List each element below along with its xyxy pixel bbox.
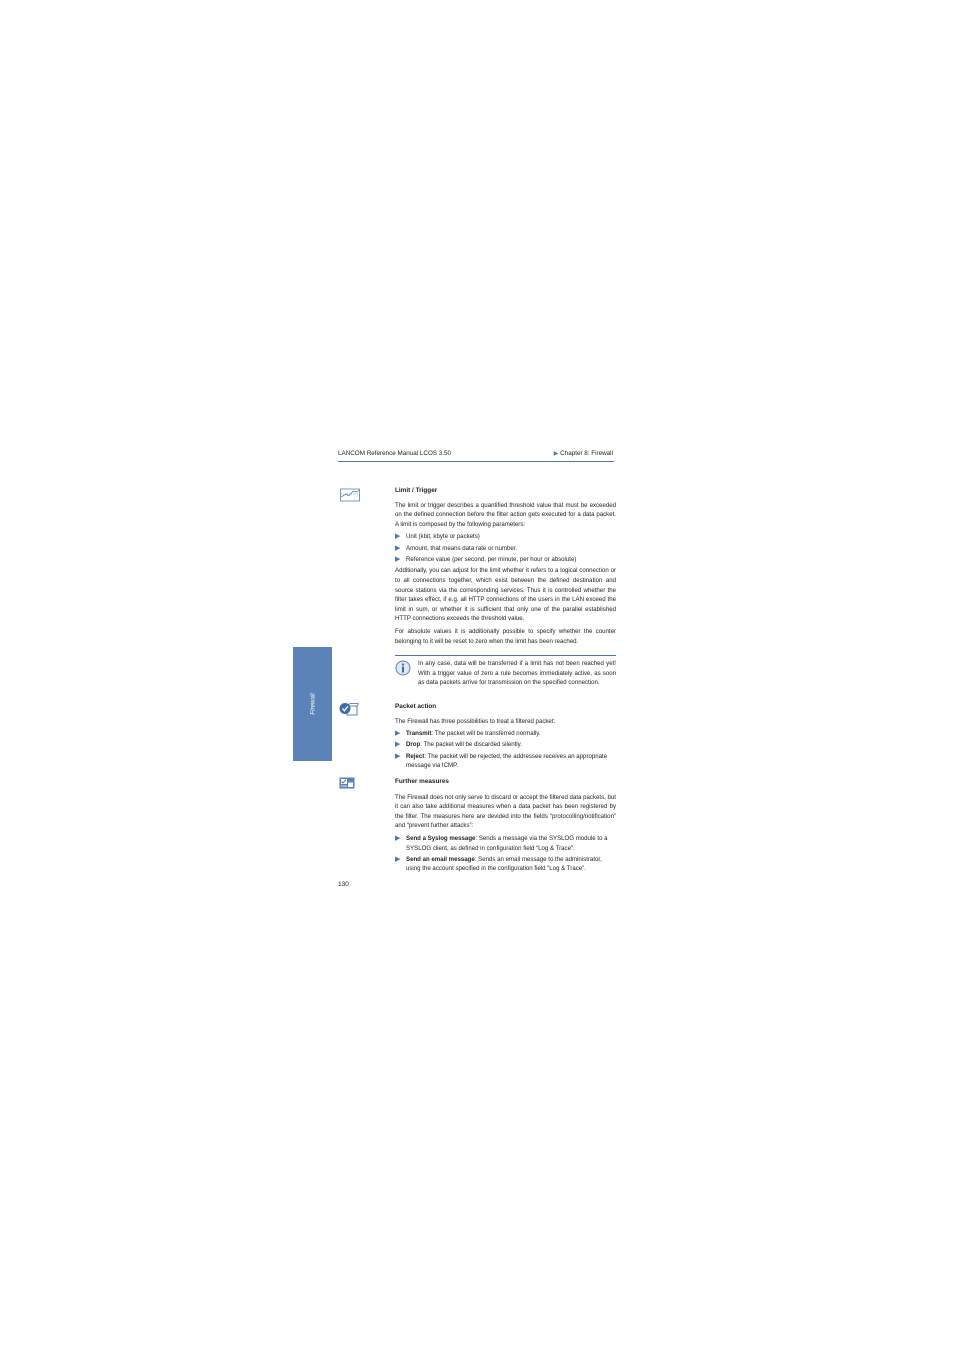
header-chapter-label: Chapter 8: Firewall [560, 450, 613, 457]
packet-action-icon [339, 702, 359, 717]
bullet-triangle-icon: ▶ [395, 730, 401, 738]
triangle-icon: ▶ [553, 451, 559, 457]
list-item: ▶ Reject: The packet will be rejected, the addressee receives an appropriate message via ICMP. [395, 752, 608, 770]
info-note [395, 655, 616, 688]
side-tab-label: Firewall [309, 693, 316, 715]
limit-paragraph-1: The limit or trigger describes a quantified threshold value that must be exceeded on the defined connection before the filter action gets executed for a data packet. A limit is composed by the following parameters: [395, 501, 616, 528]
list-item: ▶ Amount, that means data rate or number. [395, 544, 518, 552]
header-manual-title: LANCOM Reference Manual LCOS 3.50 [338, 450, 452, 457]
packet-action-intro: The Firewall has three possibilities to treat a filtered packet: [395, 717, 556, 725]
packet-action-section [395, 702, 616, 773]
limit-heading: Limit / Trigger [395, 487, 438, 494]
bullet-triangle-icon: ▶ [395, 834, 401, 842]
page-number: 130 [338, 881, 349, 888]
list-item: ▶ Reference value (per second, per minute, per hour or absolute) [395, 555, 577, 563]
bullet-triangle-icon: ▶ [395, 855, 401, 863]
limit-paragraph-2: Additionally, you can adjust for the limit whether it refers to a logical connection or to all connections together, which exist between the defined destination and source stations via the corresponding services. Thus it is controlled whether the filter takes effect, if e.g. all HTTP connections of the users in the LAN exceed the limit in sum, or whether it is sufficient that only one of the parallel established HTTP connections exceeds the threshold value. [395, 567, 616, 623]
packet-action-list [395, 729, 616, 771]
bullet-triangle-icon: ▶ [395, 544, 401, 552]
limit-list [395, 532, 616, 564]
note-text: In any case, data will be transferred if a limit has not been reached yet! With a trigger value of zero a rule becomes immediately active, as soon as data packets arrive for transmission on the specified connection. [418, 660, 616, 687]
packet-action-heading: Packet action [395, 703, 437, 710]
page-header [338, 449, 614, 462]
measures-icon [339, 777, 355, 789]
header-chapter [554, 450, 613, 457]
limit-section [395, 486, 616, 649]
list-item: ▶ Transmit: The packet will be transferred normally. [395, 730, 541, 738]
bullet-triangle-icon: ▶ [395, 752, 401, 760]
list-item: ▶ Send a Syslog message: Sends a message via the SYSLOG module to a SYSLOG client, as defined in configuration field “Log & Trace”. [395, 834, 608, 852]
bullet-triangle-icon: ▶ [395, 741, 401, 749]
list-item: ▶ Drop: The packet will be discarded silently. [395, 741, 522, 749]
list-item: ▶ Send an email message: Sends an email message to the administrator, using the account specified in the configuration field “Log & Trace”. [395, 855, 602, 873]
limit-paragraph-3: For absolute values it is additionally possible to specify whether the counter belonging to it will be reset to zero when the limit has been reached. [395, 627, 616, 645]
further-measures-heading: Further measures [395, 778, 449, 785]
further-measures-section [395, 777, 616, 876]
further-measures-intro: The Firewall does not only serve to discard or accept the filtered data packets, but it can also take additional measures when a data packet has been registered by the filter. The measures here are devided into the fields “protocolling/notification” and “prevent further attacks”: [395, 793, 616, 830]
further-measures-list [395, 834, 616, 874]
chapter-side-tab [293, 647, 332, 761]
info-icon [395, 660, 411, 676]
limit-graph-icon [340, 488, 360, 502]
bullet-triangle-icon: ▶ [395, 555, 401, 563]
bullet-triangle-icon: ▶ [395, 533, 401, 541]
list-item: ▶ Unit (kbit, kbyte or packets) [395, 533, 480, 541]
